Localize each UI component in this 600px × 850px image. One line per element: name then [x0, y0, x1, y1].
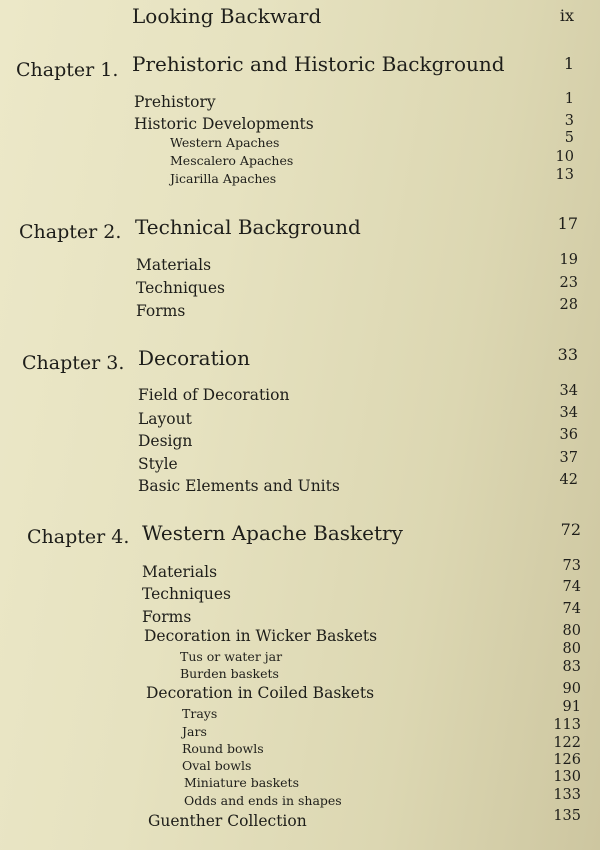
toc-subsection-page: 130 — [553, 769, 581, 785]
toc-section: Techniques — [136, 279, 225, 297]
toc-section-page: 3 — [564, 113, 574, 129]
toc-subsection: Odds and ends in shapes — [184, 793, 342, 808]
toc-section-page: 42 — [559, 472, 578, 488]
toc-section: Basic Elements and Units — [138, 477, 340, 495]
toc-section-page: 36 — [559, 427, 578, 443]
toc-subsection-page: 133 — [553, 787, 581, 803]
toc-entry-title: Looking Backward — [132, 4, 322, 28]
toc-section: Forms — [136, 302, 186, 320]
toc-subsection-page: 122 — [553, 735, 581, 751]
toc-section-page: 19 — [559, 252, 578, 268]
toc-section: Materials — [136, 256, 212, 274]
toc-section: Decoration in Wicker Baskets — [144, 627, 378, 645]
chapter-label: Chapter 2. — [19, 221, 122, 243]
toc-section-page: 73 — [562, 558, 581, 574]
chapter-title: Western Apache Basketry — [142, 521, 403, 545]
chapter-page: 72 — [560, 520, 581, 539]
toc-section: Style — [138, 455, 178, 473]
toc-section: Decoration in Coiled Baskets — [146, 684, 375, 702]
toc-section: Design — [138, 432, 193, 450]
toc-subsection-page: 10 — [555, 149, 574, 165]
toc-section-page: 34 — [559, 405, 578, 421]
toc-subsection: Burden baskets — [180, 666, 279, 681]
chapter-label: Chapter 4. — [27, 526, 130, 548]
toc-subsection-page: 113 — [553, 717, 581, 733]
toc-section-page: 74 — [562, 579, 581, 595]
toc-section: Materials — [142, 563, 218, 581]
toc-section-page: 28 — [559, 297, 578, 313]
toc-subsection: Jicarilla Apaches — [170, 171, 277, 186]
toc-section-page: 90 — [562, 681, 581, 697]
toc-subsection: Jars — [182, 724, 207, 739]
toc-section: Forms — [142, 608, 192, 626]
toc-subsection: Oval bowls — [182, 758, 252, 773]
toc-subsection-page: 5 — [564, 130, 574, 146]
toc-section: Historic Developments — [134, 115, 314, 133]
toc-subsection: Miniature baskets — [184, 775, 299, 790]
toc-subsection-page: 83 — [562, 659, 581, 675]
toc-section-page: 74 — [562, 601, 581, 617]
chapter-title: Decoration — [138, 346, 250, 370]
chapter-page: 1 — [563, 54, 574, 73]
chapter-label: Chapter 1. — [16, 59, 119, 81]
toc-section: Prehistory — [134, 93, 216, 111]
toc-subsection-page: 13 — [555, 167, 574, 183]
chapter-title: Prehistoric and Historic Background — [132, 52, 505, 76]
toc-section: Field of Decoration — [138, 386, 290, 404]
chapter-title: Technical Background — [135, 215, 361, 239]
toc-section-page: 1 — [564, 91, 574, 107]
toc-subsection-page: 91 — [562, 699, 581, 715]
toc-subsection-page: 80 — [562, 641, 581, 657]
toc-section: Guenther Collection — [148, 812, 307, 830]
toc-subsection: Tus or water jar — [180, 649, 283, 664]
toc-section: Techniques — [142, 585, 231, 603]
toc-subsection: Trays — [182, 706, 218, 721]
toc-section: Layout — [138, 410, 192, 428]
toc-subsection: Mescalero Apaches — [170, 153, 294, 168]
toc-subsection-page: 126 — [553, 752, 581, 768]
toc-entry-page: ix — [559, 6, 574, 25]
chapter-page: 33 — [557, 345, 578, 364]
toc-section-page: 135 — [553, 808, 581, 824]
toc-section-page: 80 — [562, 623, 581, 639]
toc-subsection: Round bowls — [182, 741, 264, 756]
toc-section-page: 23 — [559, 275, 578, 291]
toc-section-page: 37 — [559, 450, 578, 466]
chapter-page: 17 — [557, 214, 578, 233]
chapter-label: Chapter 3. — [22, 352, 125, 374]
toc-section-page: 34 — [559, 383, 578, 399]
toc-subsection: Western Apaches — [170, 135, 280, 150]
